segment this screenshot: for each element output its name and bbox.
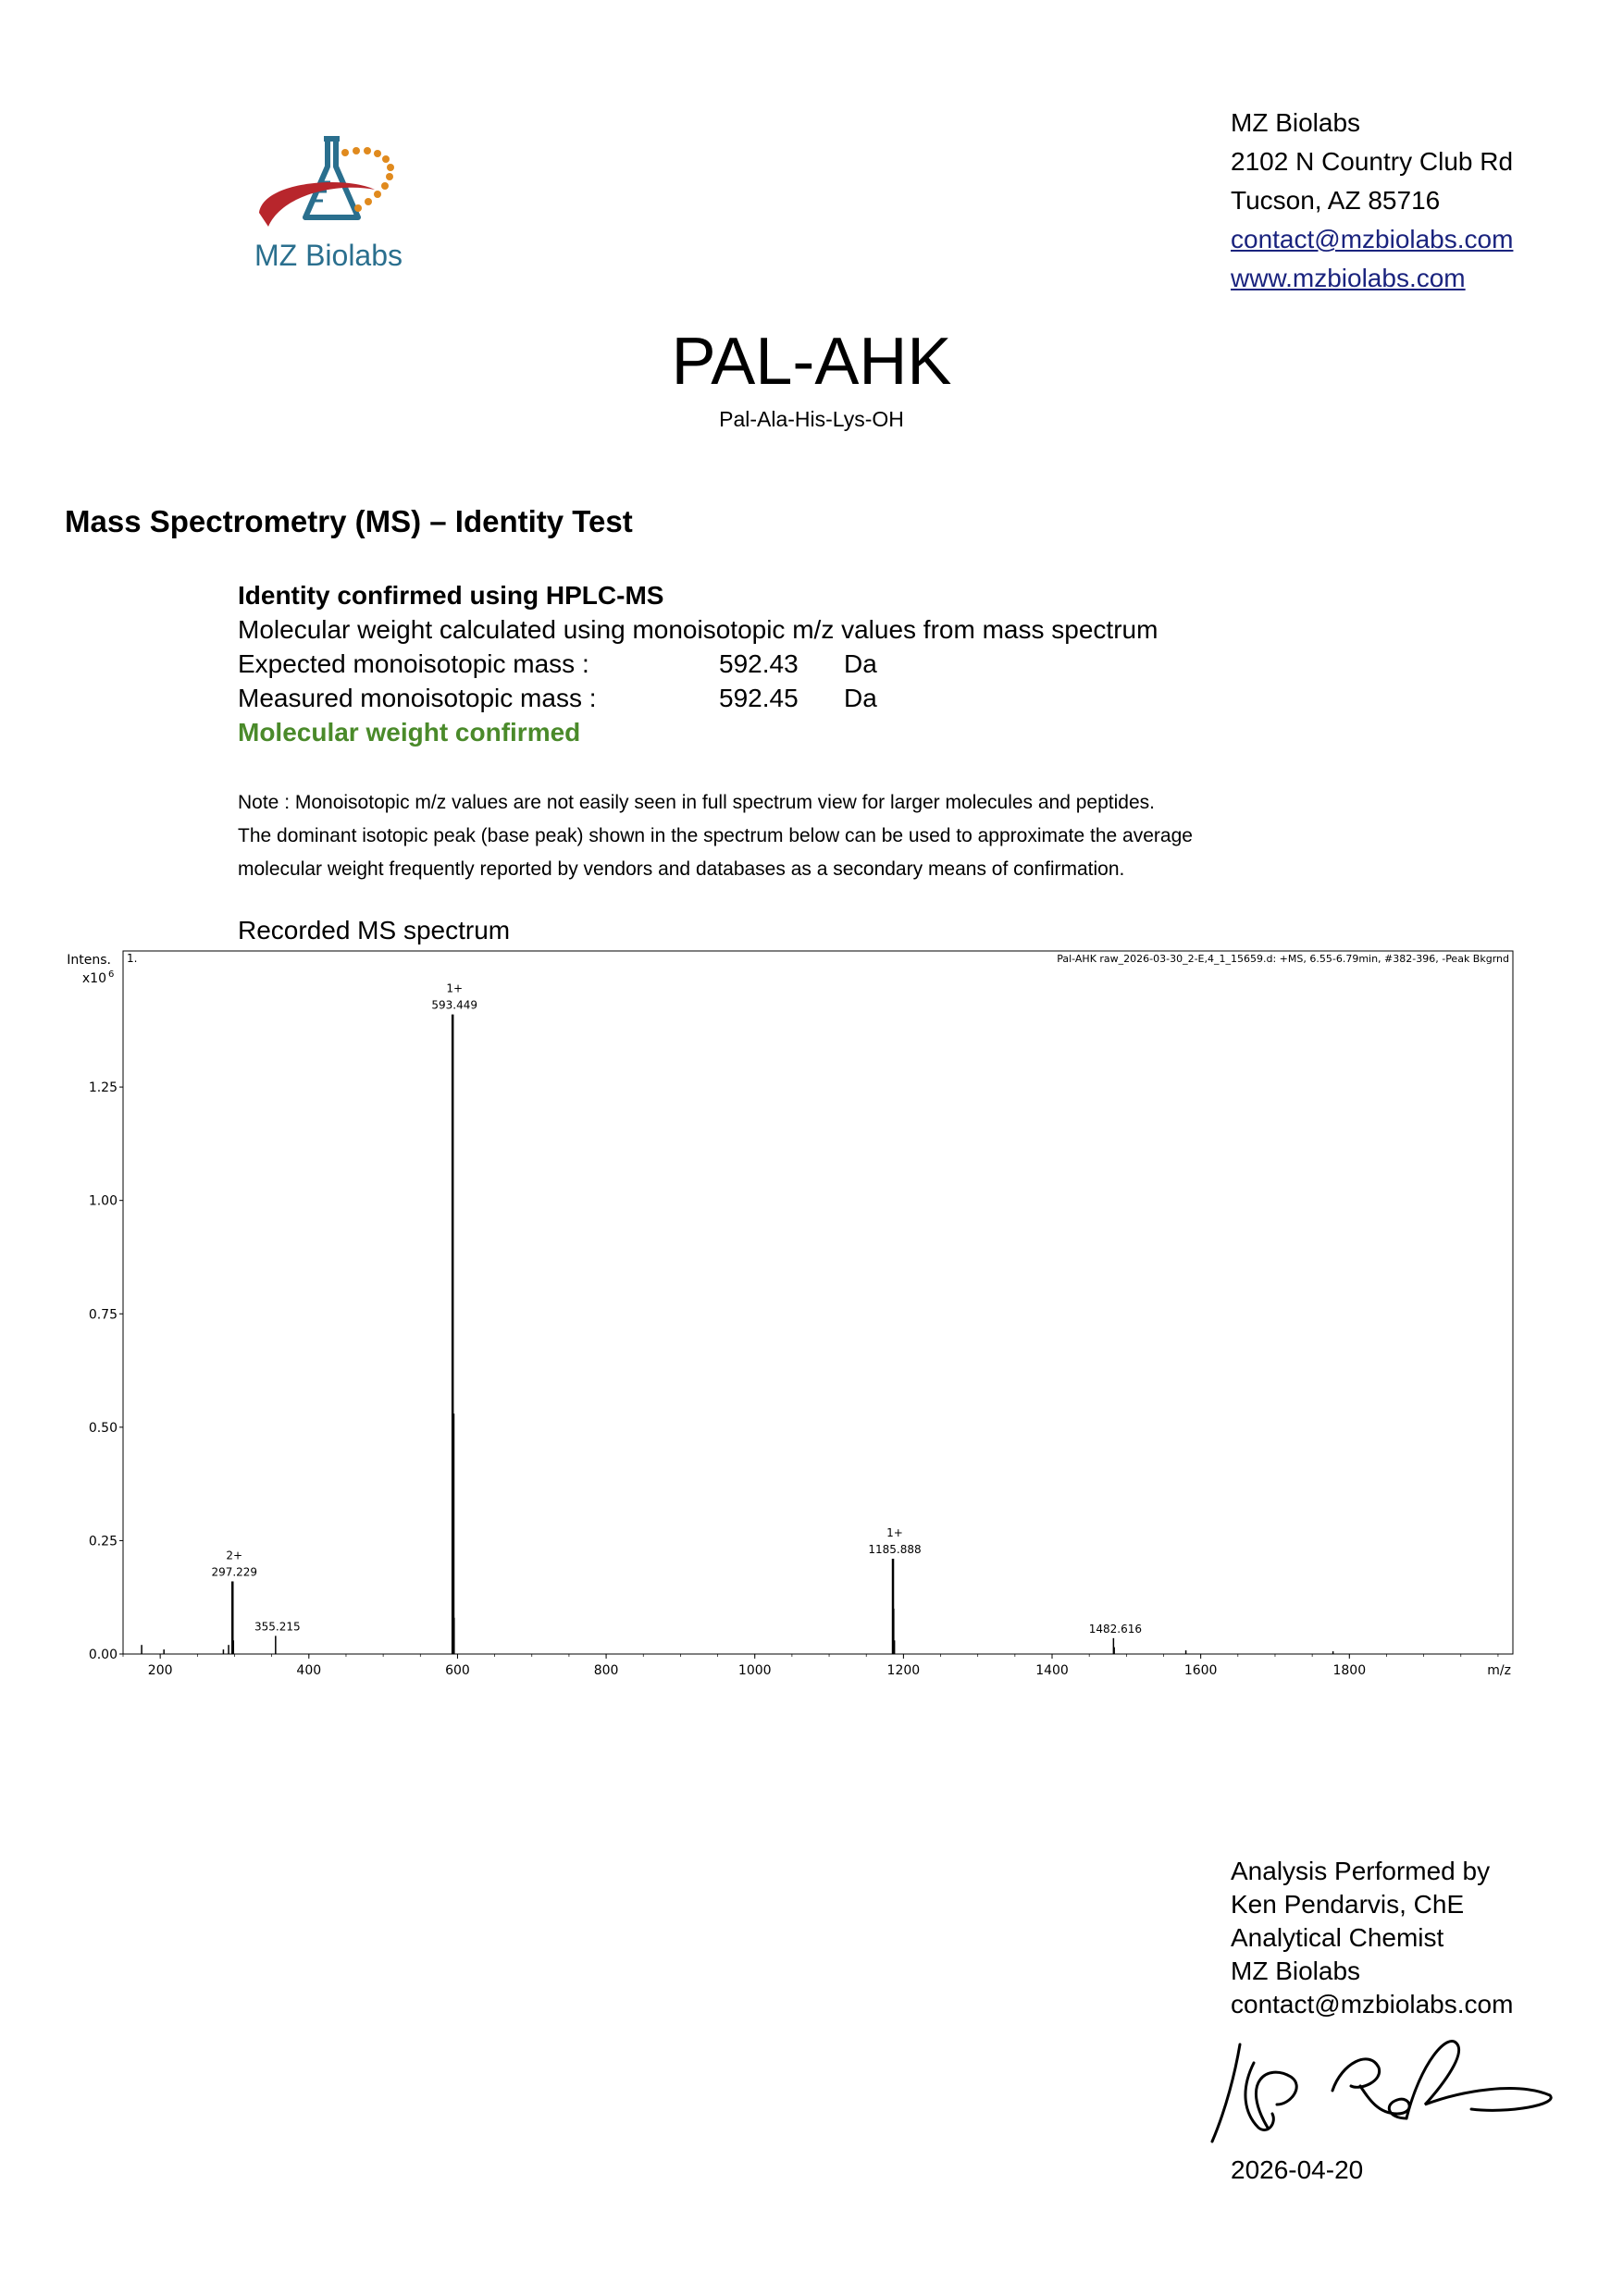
x-tick-label: 1600 bbox=[1183, 1663, 1218, 1678]
spectrum-caption: Recorded MS spectrum bbox=[238, 916, 511, 944]
measured-mass-label: Measured monoisotopic mass : bbox=[238, 684, 597, 712]
identity-block bbox=[238, 578, 1158, 749]
email-link[interactable]: contact@mzbiolabs.com bbox=[1231, 225, 1514, 253]
y-tick-label: 0.00 bbox=[88, 1648, 118, 1662]
logo-text: MZ Biolabs bbox=[254, 239, 403, 272]
peak-mz-label: 355.215 bbox=[254, 1620, 301, 1634]
company-name: MZ Biolabs bbox=[1231, 108, 1361, 137]
measured-mass-value: 592.45 bbox=[719, 684, 799, 712]
peak-charge-label: 1+ bbox=[446, 981, 464, 995]
x-tick-label: 800 bbox=[593, 1663, 619, 1678]
y-tick-label: 1.25 bbox=[88, 1080, 118, 1096]
x-tick-label: 600 bbox=[445, 1663, 470, 1678]
expected-mass-label: Expected monoisotopic mass : bbox=[238, 649, 589, 678]
peak-charge-label: 1+ bbox=[886, 1526, 903, 1540]
peak-mz-label: 1482.616 bbox=[1088, 1622, 1143, 1636]
x-tick-label: 400 bbox=[296, 1663, 322, 1678]
analyst-name: Ken Pendarvis, ChE bbox=[1231, 1890, 1465, 1919]
peak-mz-label: 1185.888 bbox=[868, 1543, 922, 1557]
plot-frame bbox=[123, 951, 1513, 1654]
ms-spectrum-chart bbox=[56, 944, 1518, 1684]
x-tick-label: 1400 bbox=[1035, 1663, 1069, 1678]
website-link[interactable]: www.mzbiolabs.com bbox=[1231, 264, 1466, 292]
note-block bbox=[238, 786, 1193, 886]
y-tick-label: 0.25 bbox=[88, 1534, 118, 1549]
y-axis-scale-exponent: 6 bbox=[108, 969, 115, 980]
result-line: Molecular weight confirmed bbox=[238, 718, 581, 747]
x-tick-label: 1000 bbox=[737, 1663, 772, 1678]
y-tick-label: 0.75 bbox=[88, 1307, 118, 1323]
y-tick-label: 0.50 bbox=[88, 1420, 118, 1436]
note-line-3: molecular weight frequently reported by vendors and databases as a secondary means of confirmation. bbox=[238, 858, 1125, 880]
method-line: Identity confirmed using HPLC-MS bbox=[238, 581, 664, 610]
y-axis-scale-label: x10 bbox=[81, 971, 106, 986]
y-axis-label: Intens. bbox=[67, 953, 111, 968]
city-state-zip: Tucson, AZ 85716 bbox=[1231, 186, 1441, 215]
y-tick-label: 1.00 bbox=[88, 1193, 118, 1209]
expected-mass-row bbox=[238, 647, 1158, 681]
analyst-company: MZ Biolabs bbox=[1231, 1957, 1361, 1985]
measured-mass-unit: Da bbox=[844, 684, 877, 712]
street-address: 2102 N Country Club Rd bbox=[1231, 147, 1514, 176]
measured-mass-row bbox=[238, 681, 1158, 715]
peak-charge-label: 2+ bbox=[226, 1549, 243, 1562]
page-title: PAL-AHK bbox=[671, 325, 952, 399]
address-block bbox=[1231, 104, 1513, 298]
note-line-1: Note : Monoisotopic m/z values are not easily seen in full spectrum view for larger molecules and peptides. bbox=[238, 792, 1155, 813]
signoff-heading: Analysis Performed by bbox=[1231, 1857, 1491, 1885]
signoff-block bbox=[1231, 1855, 1513, 2021]
signature-date: 2026-04-20 bbox=[1231, 2155, 1364, 2184]
trace-label: 1. bbox=[127, 952, 138, 965]
x-axis-label: m/z bbox=[1487, 1663, 1511, 1678]
product-sequence: Pal-Ala-His-Lys-OH bbox=[719, 407, 904, 431]
spectrum-header: Pal-AHK raw_2026-03-30_2-E,4_1_15659.d: +MS, 6.55-6.79min, #382-396, -Peak Bkgrnd bbox=[1057, 953, 1509, 965]
x-tick-label: 200 bbox=[147, 1663, 173, 1678]
x-tick-label: 1800 bbox=[1332, 1663, 1367, 1678]
description-line: Molecular weight calculated using monoisotopic m/z values from mass spectrum bbox=[238, 615, 1158, 644]
expected-mass-unit: Da bbox=[844, 649, 877, 678]
expected-mass-value: 592.43 bbox=[719, 649, 799, 678]
signature bbox=[1203, 2026, 1573, 2155]
note-line-2: The dominant isotopic peak (base peak) shown in the spectrum below can be used to approximate the average bbox=[238, 825, 1193, 846]
flask-icon bbox=[305, 139, 358, 217]
peak-mz-label: 297.229 bbox=[211, 1565, 258, 1579]
section-heading: Mass Spectrometry (MS) – Identity Test bbox=[65, 504, 633, 538]
analyst-title: Analytical Chemist bbox=[1231, 1923, 1444, 1952]
analyst-email: contact@mzbiolabs.com bbox=[1231, 1990, 1514, 2018]
x-tick-label: 1200 bbox=[886, 1663, 921, 1678]
peak-mz-label: 593.449 bbox=[431, 998, 477, 1012]
